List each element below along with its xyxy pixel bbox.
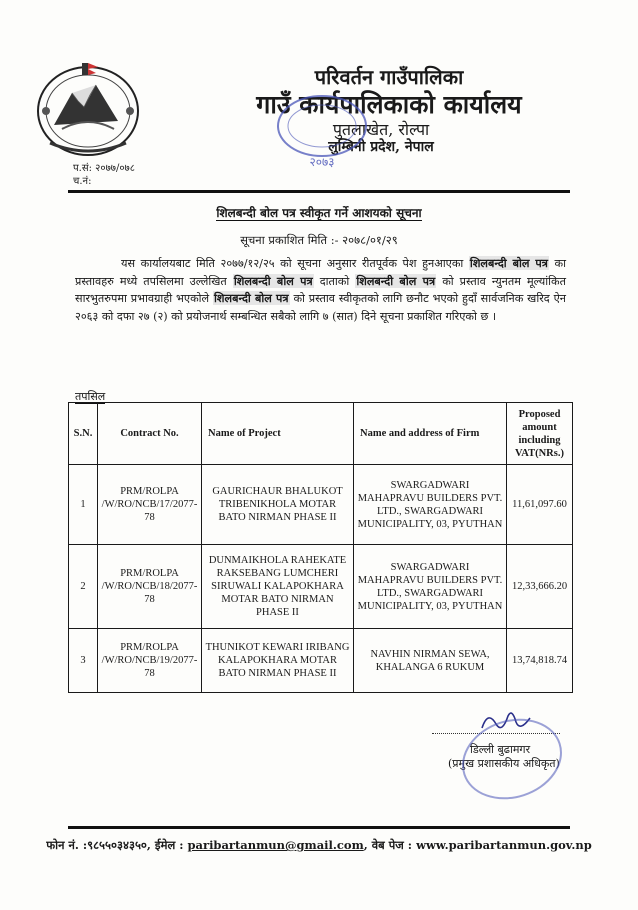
header-province: लुम्बिनी प्रदेश, नेपाल [328,139,434,155]
header-project: Name of Project [202,403,354,465]
notice-body: यस कार्यालयबाट मिति २०७७/१२/२५ को सूचना अनुसार रीतपूर्वक पेश हुनआएका शिलबन्दी बोल पत्र का प्रस्तावहरु मध्ये तपसिलमा उल्लेखित शिलबन्दी बोल पत्र दाताको शिलबन्दी बोल पत्र को प्रस्ताव न्युनतम मूल्यांकित सारभुतरुपमा प्रभावग्राही भएकोले शिलबन्दी बोल पत्र को प्रस्ताव स्वीकृतको लागि छनौट भएको हुदाँ सार्वजनिक खरिद ऐन २०६३ को दफा २७ (२) को प्रयोजनार्थ सम्बन्धित सबैको लागि ७ (सात) दिने सूचना प्रकाशित गरिएको छ । [75,256,567,323]
dispatch-number: च.नं: [73,176,92,187]
header-firm: Name and address of Firm [354,403,507,465]
footer-divider [68,826,570,829]
reference-number: प.सं: २०७७/०७८ [73,163,135,174]
bid-table [68,402,573,693]
signatory-title: (प्रमुख प्रशासकीय अधिकृत) [448,757,560,770]
header-sn: S.N. [69,403,98,465]
table-row: 1 PRM/ROLPA /W/RO/NCB/17/2077-78 GAURICHAUR BHALUKOT TRIBENIKHOLA MOTAR BATO NIRMAN PHASE II SWARGADWARI MAHAPRAVU BUILDERS PVT. LTD., SWARGADWARI MUNICIPALITY, 03, PYUTHAN 11,61,097.60 [69,465,573,545]
published-date: सूचना प्रकाशित मिति :- २०७८/०१/२९ [240,233,398,247]
footer-contact: फोन नं. :९८५५०३४३५०, ईमेल : paribartanmun@gmail.com, वेब पेज : www.paribartanmun.gov.np [46,838,592,852]
header-contract-no: Contract No. [98,403,202,465]
officer-stamp [450,704,575,809]
footer-website-link[interactable]: www.paribartanmun.gov.np [416,838,592,852]
schedule-label: तपसिल [75,390,106,403]
stamp-year: २०७३ [309,155,335,169]
notice-subject: शिलबन्दी बोल पत्र स्वीकृत गर्ने आशयको सूचना [216,206,422,220]
footer-phone: फोन नं. :९८५५०३४३५०, [46,838,151,852]
table-row: 3 PRM/ROLPA /W/RO/NCB/19/2077-78 THUNIKOT KEWARI IRIBANG KALAPOKHARA MOTAR BATO NIRMAN PHASE II NAVHIN NIRMAN SEWA, KHALANGA 6 RUKUM 13,74,818.74 [69,629,573,693]
header-office-name: गाउँ कार्यपालिकाको कार्यालय [256,90,522,119]
header-address: पुतलाखेत, रोल्पा [332,120,430,139]
signatory-name: डिल्ली बुढामगर [470,743,531,756]
office-stamp [260,92,380,182]
footer-email-link[interactable]: paribartanmun@gmail.com [187,838,364,852]
header-divider [68,190,570,193]
table-row: 2 PRM/ROLPA /W/RO/NCB/18/2077-78 DUNMAIKHOLA RAHEKATE RAKSEBANG LUMCHERI SIRUWALI KALAPOKHARA MOTAR BATO NIRMAN PHASE II SWARGADWARI MAHAPRAVU BUILDERS PVT. LTD., SWARGADWARI MUNICIPALITY, 03, PYUTHAN 12,33,666.20 [69,545,573,629]
header-amount: Proposed amount including VAT(NRs.) [507,403,573,465]
header-municipality-name: परिवर्तन गाउँपालिका [314,65,464,89]
